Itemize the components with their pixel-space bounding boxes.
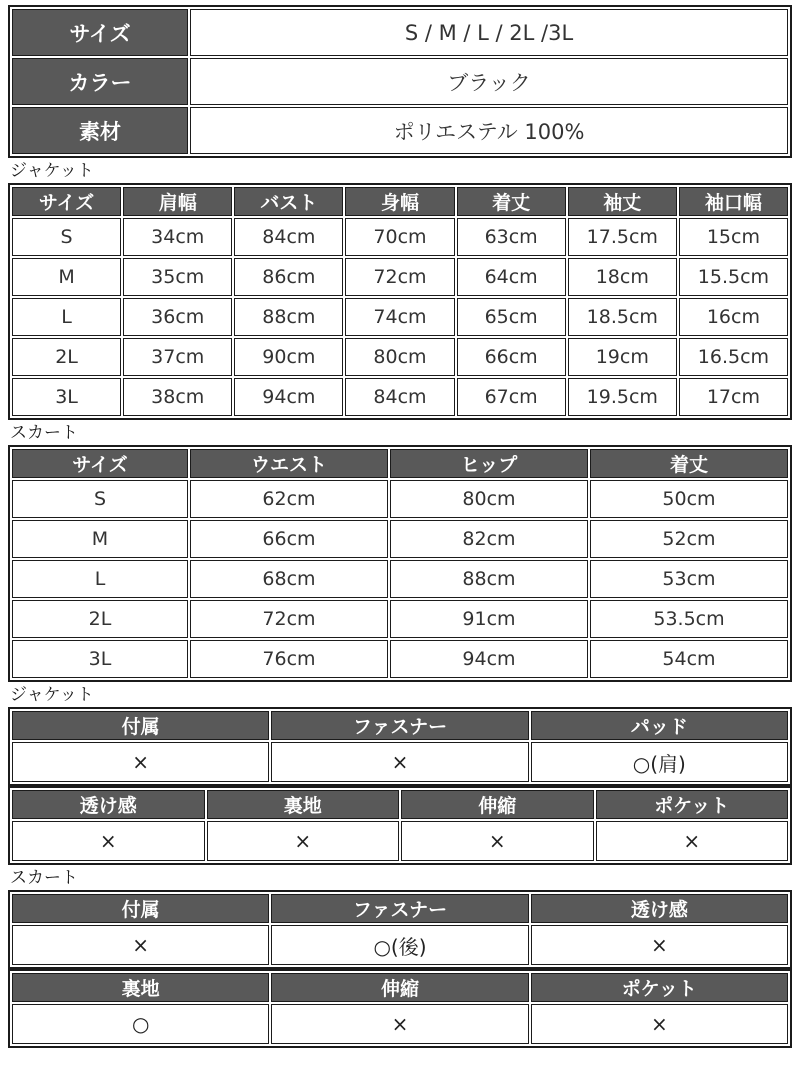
table-header-row xyxy=(12,894,788,923)
table-row xyxy=(12,560,788,598)
table-row xyxy=(12,298,788,336)
info-label-size: サイズ xyxy=(12,9,188,56)
size-cell: 80cm xyxy=(390,480,588,518)
table-row xyxy=(12,58,788,105)
detail-value-cell: × xyxy=(531,1004,788,1044)
table-row xyxy=(12,640,788,678)
size-cell: 68cm xyxy=(190,560,388,598)
size-cell: 2L xyxy=(12,600,188,638)
table-row xyxy=(12,600,788,638)
detail-value-cell: × xyxy=(12,742,269,782)
size-cell: 17.5cm xyxy=(568,218,677,256)
detail-value-cell: × xyxy=(531,925,788,965)
size-cell: 18cm xyxy=(568,258,677,296)
header-cell: サイズ xyxy=(12,449,188,478)
table-header-row xyxy=(12,187,788,216)
section-label-jacket-detail: ジャケット xyxy=(10,685,94,705)
detail-value-cell: × xyxy=(271,1004,528,1044)
size-cell: 37cm xyxy=(123,338,232,376)
info-value-size: S / M / L / 2L /3L xyxy=(190,9,788,56)
size-cell: M xyxy=(12,520,188,558)
size-cell: 15.5cm xyxy=(679,258,788,296)
section-label-jacket-size: ジャケット xyxy=(10,161,94,181)
detail-value-cell: × xyxy=(12,925,269,965)
jacket-size-table xyxy=(8,183,792,420)
size-cell: 82cm xyxy=(390,520,588,558)
size-cell: 36cm xyxy=(123,298,232,336)
size-cell: 64cm xyxy=(457,258,566,296)
detail-value-cell: ○(肩) xyxy=(531,742,788,782)
header-cell: 袖口幅 xyxy=(679,187,788,216)
skirt-detail-table-2 xyxy=(8,969,792,1048)
header-cell: ファスナー xyxy=(271,711,528,740)
section-label-skirt-size: スカート xyxy=(10,423,78,443)
header-cell: 付属 xyxy=(12,894,269,923)
size-cell: M xyxy=(12,258,121,296)
size-cell: 72cm xyxy=(190,600,388,638)
table-row xyxy=(12,107,788,154)
detail-value-cell: ○ xyxy=(12,1004,269,1044)
size-cell: 80cm xyxy=(345,338,454,376)
size-cell: 19.5cm xyxy=(568,378,677,416)
skirt-detail-table-1 xyxy=(8,890,792,969)
header-cell: パッド xyxy=(531,711,788,740)
size-cell: L xyxy=(12,560,188,598)
size-cell: 74cm xyxy=(345,298,454,336)
section-label-skirt-detail: スカート xyxy=(10,868,78,888)
header-cell: 身幅 xyxy=(345,187,454,216)
size-cell: 16.5cm xyxy=(679,338,788,376)
header-cell: 伸縮 xyxy=(401,790,594,819)
jacket-detail-table-1 xyxy=(8,707,792,786)
size-cell: 88cm xyxy=(390,560,588,598)
detail-value-cell: × xyxy=(596,821,789,861)
size-cell: 17cm xyxy=(679,378,788,416)
jacket-detail-table-2 xyxy=(8,786,792,865)
info-label-material: 素材 xyxy=(12,107,188,154)
size-cell: 67cm xyxy=(457,378,566,416)
header-cell: 裏地 xyxy=(207,790,400,819)
table-row xyxy=(12,520,788,558)
size-cell: 66cm xyxy=(190,520,388,558)
size-cell: 53cm xyxy=(590,560,788,598)
detail-value-cell: × xyxy=(207,821,400,861)
size-cell: 19cm xyxy=(568,338,677,376)
size-cell: 90cm xyxy=(234,338,343,376)
header-cell: バスト xyxy=(234,187,343,216)
detail-value-cell: × xyxy=(401,821,594,861)
table-row xyxy=(12,218,788,256)
size-cell: 62cm xyxy=(190,480,388,518)
size-cell: 54cm xyxy=(590,640,788,678)
header-cell: ポケット xyxy=(531,973,788,1002)
header-cell: ウエスト xyxy=(190,449,388,478)
size-cell: 84cm xyxy=(234,218,343,256)
detail-value-cell: × xyxy=(12,821,205,861)
table-header-row xyxy=(12,790,788,819)
size-cell: 72cm xyxy=(345,258,454,296)
size-cell: 91cm xyxy=(390,600,588,638)
header-cell: 肩幅 xyxy=(123,187,232,216)
size-cell: 15cm xyxy=(679,218,788,256)
size-cell: 34cm xyxy=(123,218,232,256)
header-cell: 伸縮 xyxy=(271,973,528,1002)
header-cell: 着丈 xyxy=(590,449,788,478)
table-row xyxy=(12,258,788,296)
table-row xyxy=(12,1004,788,1044)
size-cell: 53.5cm xyxy=(590,600,788,638)
info-value-color: ブラック xyxy=(190,58,788,105)
size-cell: 70cm xyxy=(345,218,454,256)
header-cell: ポケット xyxy=(596,790,789,819)
size-cell: 63cm xyxy=(457,218,566,256)
size-cell: 3L xyxy=(12,378,121,416)
size-cell: 16cm xyxy=(679,298,788,336)
size-cell: 84cm xyxy=(345,378,454,416)
table-row xyxy=(12,9,788,56)
size-cell: 88cm xyxy=(234,298,343,336)
table-row xyxy=(12,338,788,376)
info-label-color: カラー xyxy=(12,58,188,105)
table-row xyxy=(12,480,788,518)
header-cell: サイズ xyxy=(12,187,121,216)
size-cell: 94cm xyxy=(234,378,343,416)
size-cell: 94cm xyxy=(390,640,588,678)
size-cell: S xyxy=(12,218,121,256)
size-cell: 76cm xyxy=(190,640,388,678)
header-cell: 裏地 xyxy=(12,973,269,1002)
size-cell: 52cm xyxy=(590,520,788,558)
table-header-row xyxy=(12,449,788,478)
size-cell: 65cm xyxy=(457,298,566,336)
size-cell: 35cm xyxy=(123,258,232,296)
size-cell: 38cm xyxy=(123,378,232,416)
table-header-row xyxy=(12,973,788,1002)
header-cell: 透け感 xyxy=(12,790,205,819)
table-header-row xyxy=(12,711,788,740)
size-cell: 86cm xyxy=(234,258,343,296)
table-row xyxy=(12,925,788,965)
header-cell: 袖丈 xyxy=(568,187,677,216)
size-cell: 3L xyxy=(12,640,188,678)
header-cell: ヒップ xyxy=(390,449,588,478)
table-row xyxy=(12,378,788,416)
size-cell: 66cm xyxy=(457,338,566,376)
size-cell: L xyxy=(12,298,121,336)
table-row xyxy=(12,742,788,782)
detail-value-cell: × xyxy=(271,742,528,782)
skirt-size-table xyxy=(8,445,792,682)
table-row xyxy=(12,821,788,861)
info-value-material: ポリエステル 100% xyxy=(190,107,788,154)
product-info-table xyxy=(8,5,792,158)
header-cell: 付属 xyxy=(12,711,269,740)
size-cell: S xyxy=(12,480,188,518)
size-cell: 2L xyxy=(12,338,121,376)
detail-value-cell: ○(後) xyxy=(271,925,528,965)
header-cell: 着丈 xyxy=(457,187,566,216)
size-cell: 18.5cm xyxy=(568,298,677,336)
header-cell: 透け感 xyxy=(531,894,788,923)
size-cell: 50cm xyxy=(590,480,788,518)
header-cell: ファスナー xyxy=(271,894,528,923)
